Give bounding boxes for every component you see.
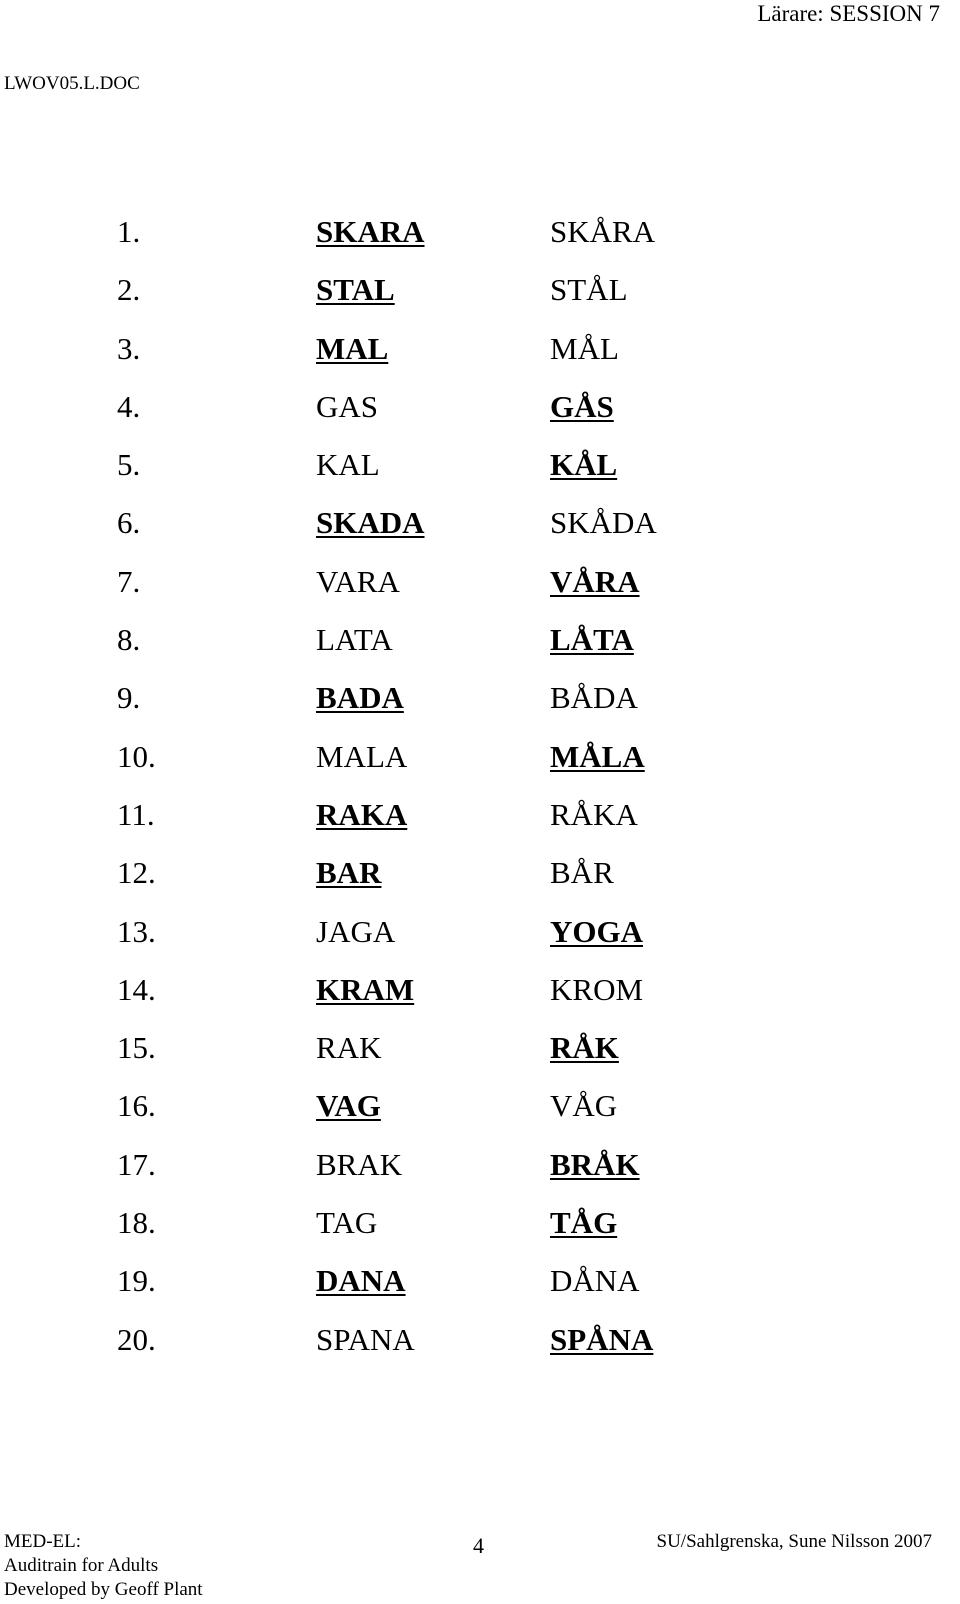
word-pair-row (0, 849, 960, 907)
item-number: 16. (117, 1088, 156, 1124)
document-id: LWOV05.L.DOC (4, 73, 140, 94)
word-pair-row (0, 674, 960, 732)
item-number: 8. (117, 622, 141, 658)
word-option-a: VAG (316, 1088, 381, 1124)
word-option-b: RÅK (550, 1030, 619, 1066)
word-pair-row (0, 1199, 960, 1257)
item-number: 20. (117, 1321, 156, 1357)
word-pair-row (0, 966, 960, 1024)
word-option-a: KAL (316, 447, 380, 483)
word-pair-row (0, 616, 960, 674)
item-number: 7. (117, 563, 141, 599)
item-number: 9. (117, 680, 141, 716)
word-pair-row (0, 383, 960, 441)
footer-author: Developed by Geoff Plant (4, 1579, 203, 1600)
session-label: Lärare: SESSION 7 (757, 1, 940, 26)
word-option-a: SKARA (316, 214, 425, 249)
word-option-b: VÅRA (550, 563, 640, 599)
word-option-a: STAL (316, 272, 395, 308)
word-option-a: BRAK (316, 1146, 403, 1182)
item-number: 4. (117, 388, 141, 424)
item-number: 1. (117, 214, 141, 249)
word-option-a: MAL (316, 330, 389, 366)
item-number: 2. (117, 272, 141, 308)
word-option-a: SKADA (316, 505, 425, 541)
word-pair-row (0, 208, 960, 266)
word-option-b: LÅTA (550, 622, 634, 658)
word-pair-row (0, 558, 960, 616)
item-number: 10. (117, 738, 156, 774)
word-pair-row (0, 1257, 960, 1315)
word-option-a: MALA (316, 738, 408, 774)
word-option-a: DANA (316, 1263, 406, 1299)
word-option-b: BÅDA (550, 680, 638, 716)
word-pair-row (0, 441, 960, 499)
item-number: 13. (117, 913, 156, 949)
word-option-b: MÅL (550, 330, 619, 366)
word-pair-row (0, 791, 960, 849)
word-option-a: LATA (316, 622, 393, 658)
word-option-a: TAG (316, 1205, 378, 1241)
word-option-b: BRÅK (550, 1146, 640, 1182)
word-pair-row (0, 1024, 960, 1082)
word-option-b: STÅL (550, 272, 628, 308)
word-option-b: SPÅNA (550, 1321, 654, 1357)
footer-left (4, 1530, 203, 1602)
word-pair-row (0, 1082, 960, 1140)
word-option-a: JAGA (316, 913, 396, 949)
item-number: 6. (117, 505, 141, 541)
word-option-a: KRAM (316, 971, 415, 1007)
footer-org: MED-EL: (4, 1531, 82, 1552)
footer-program: Auditrain for Adults (4, 1555, 159, 1576)
word-option-b: SKÅRA (550, 214, 656, 249)
item-number: 12. (117, 855, 156, 891)
word-option-b: KÅL (550, 447, 618, 483)
item-number: 5. (117, 447, 141, 483)
word-option-b: RÅKA (550, 796, 638, 832)
word-option-a: BAR (316, 855, 382, 891)
item-number: 19. (117, 1263, 156, 1299)
word-pair-row (0, 908, 960, 966)
word-pair-row (0, 733, 960, 791)
word-option-a: BADA (316, 680, 404, 716)
word-option-a: RAKA (316, 796, 408, 832)
word-pair-row (0, 325, 960, 383)
word-pair-list (0, 208, 960, 1374)
word-option-b: BÅR (550, 855, 614, 891)
word-option-b: TÅG (550, 1205, 618, 1241)
word-pair-row (0, 1316, 960, 1374)
word-option-b: DÅNA (550, 1263, 640, 1299)
word-option-b: GÅS (550, 388, 614, 424)
item-number: 17. (117, 1146, 156, 1182)
word-option-a: RAK (316, 1030, 382, 1066)
word-pair-row (0, 1141, 960, 1199)
word-option-b: KROM (550, 971, 644, 1007)
item-number: 14. (117, 971, 156, 1007)
word-option-b: VÅG (550, 1088, 618, 1124)
word-option-a: SPANA (316, 1321, 415, 1357)
item-number: 18. (117, 1205, 156, 1241)
footer-credit: SU/Sahlgrenska, Sune Nilsson 2007 (656, 1531, 932, 1552)
item-number: 15. (117, 1030, 156, 1066)
word-option-a: GAS (316, 388, 379, 424)
word-option-a: VARA (316, 563, 400, 599)
item-number: 11. (117, 796, 155, 832)
word-pair-row (0, 266, 960, 324)
word-option-b: YOGA (550, 913, 643, 949)
item-number: 3. (117, 330, 141, 366)
word-option-b: SKÅDA (550, 505, 657, 541)
word-option-b: MÅLA (550, 738, 645, 774)
page-number: 4 (473, 1533, 484, 1558)
word-pair-row (0, 499, 960, 557)
